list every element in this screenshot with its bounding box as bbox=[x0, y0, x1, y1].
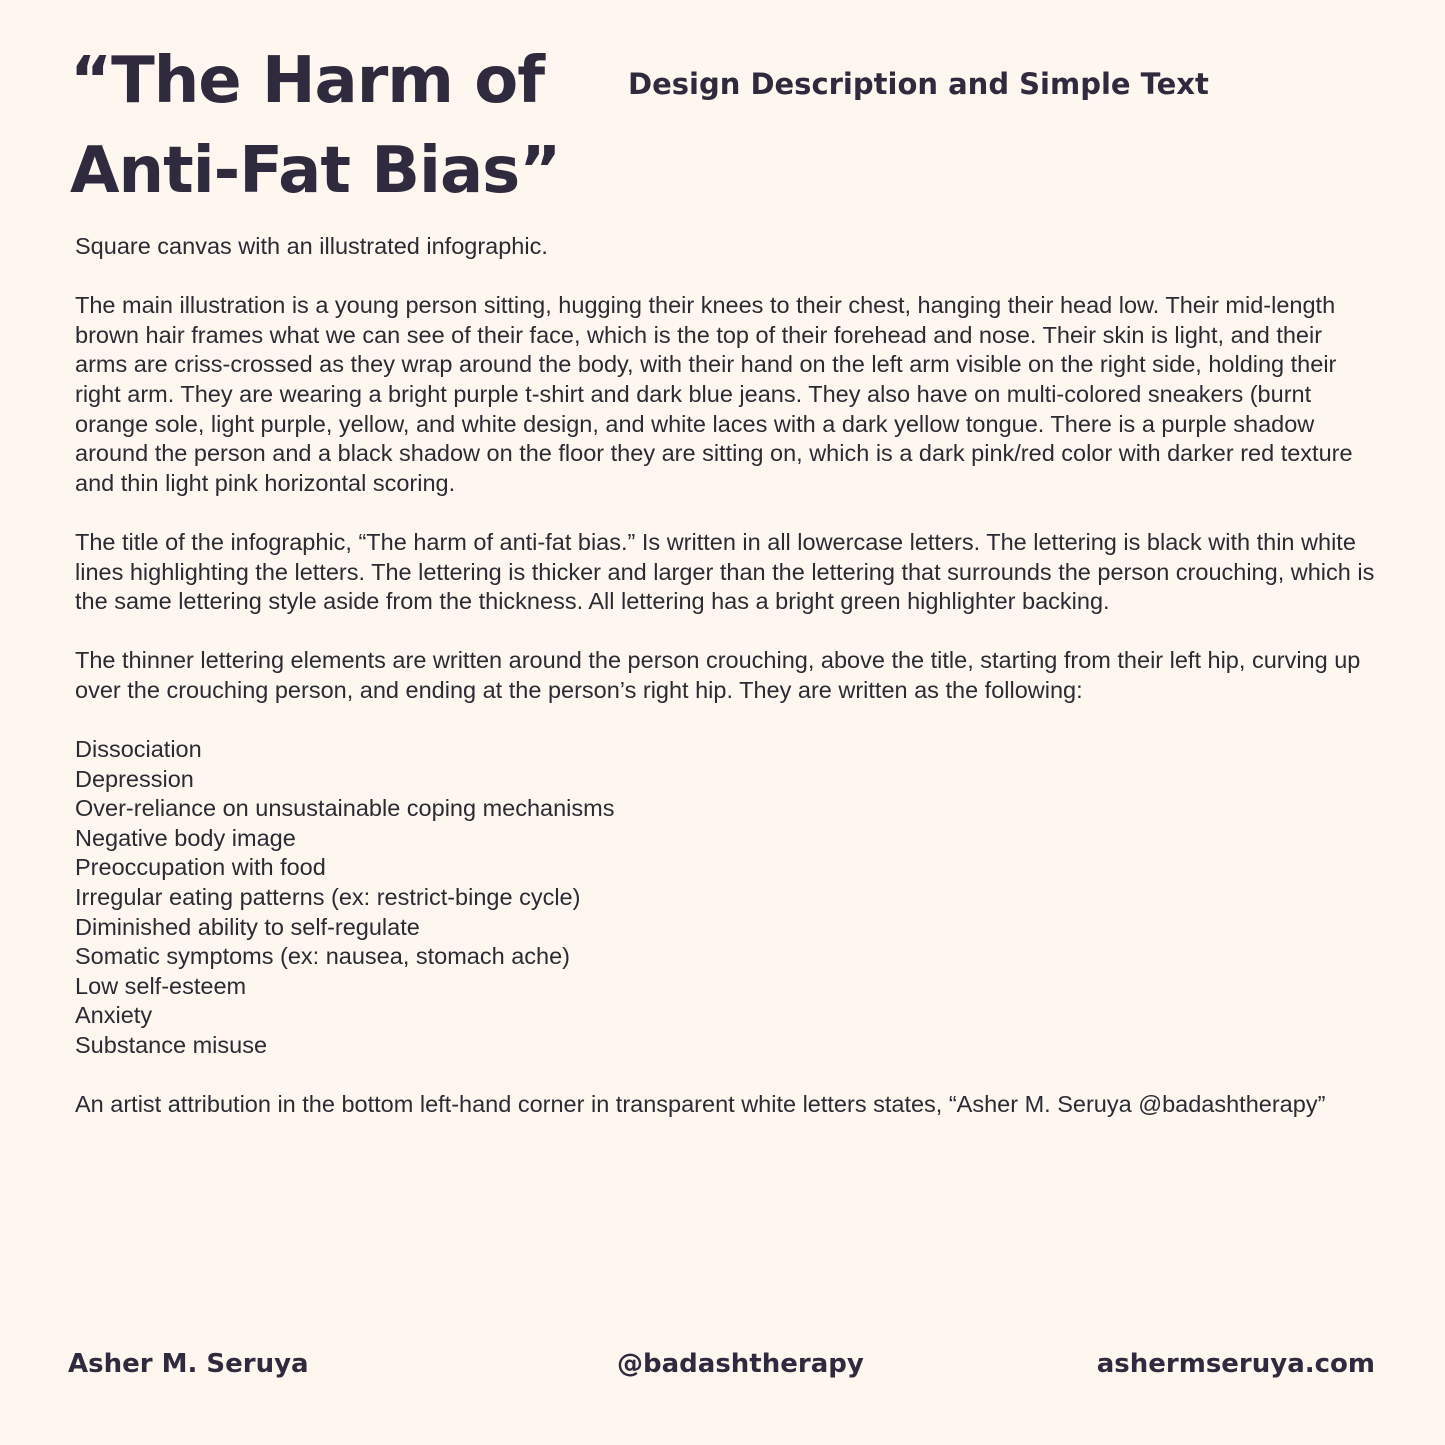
list-item: Diminished ability to self-regulate bbox=[75, 913, 420, 940]
list-item: Anxiety bbox=[75, 1002, 153, 1029]
list-item: Preoccupation with food bbox=[75, 854, 326, 881]
list-item: Substance misuse bbox=[75, 1032, 268, 1059]
list-item: Dissociation bbox=[75, 736, 202, 763]
footer-website: ashermseruya.com bbox=[1096, 1349, 1375, 1379]
lettering-intro-paragraph: The thinner lettering elements are written around the person crouching, above the title, starting from their left hip, curving up over the crouching person, and ending at the person’s right hip. They are written as the following: bbox=[75, 647, 1361, 703]
list-item: Negative body image bbox=[75, 824, 296, 851]
lettering-list bbox=[75, 735, 1375, 1061]
list-item: Irregular eating patterns (ex: restrict-binge cycle) bbox=[75, 884, 581, 911]
page-subtitle: Design Description and Simple Text bbox=[628, 67, 1209, 101]
description-body bbox=[75, 232, 1375, 1149]
list-item: Depression bbox=[75, 765, 194, 792]
title-description-paragraph: The title of the infographic, “The harm of anti-fat bias.” Is written in all lowercase letters. The lettering is black with thin white lines highlighting the letters. The lettering is thicker and larger than the lettering that surrounds the person crouching, which is the same lettering style aside from the thickness. All lettering has a bright green highlighter backing. bbox=[75, 528, 1375, 615]
list-item: Somatic symptoms (ex: nausea, stomach ache) bbox=[75, 943, 571, 970]
list-item: Low self-esteem bbox=[75, 972, 247, 999]
footer-author-name: Asher M. Seruya bbox=[68, 1349, 309, 1379]
illustration-paragraph: The main illustration is a young person sitting, hugging their knees to their chest, hanging their head low. Their mid-length brown hair frames what we can see of their face, which is the top of their forehead and nose. Their skin is light, and their arms are criss-crossed as they wrap around the body, with their hand on the left arm visible on the right side, holding their right arm. They are wearing a bright purple t-shirt and dark blue jeans. They also have on multi-colored sneakers (burnt orange sole, light purple, yellow, and white design, and white laces with a dark yellow tongue. There is a purple shadow around the person and a black shadow on the floor they are sitting on, which is a dark pink/red color with darker red texture and thin light pink horizontal scoring. bbox=[75, 292, 1353, 496]
footer-social-handle: @badashtherapy bbox=[617, 1349, 864, 1379]
list-item: Over-reliance on unsustainable coping mechanisms bbox=[75, 795, 615, 822]
attribution-paragraph: An artist attribution in the bottom left-hand corner in transparent white letters states, “Asher M. Seruya @badashtherapy” bbox=[75, 1091, 1326, 1118]
intro-paragraph: Square canvas with an illustrated infographic. bbox=[75, 233, 548, 259]
page-title: “The Harm of Anti-Fat Bias” bbox=[70, 44, 561, 208]
